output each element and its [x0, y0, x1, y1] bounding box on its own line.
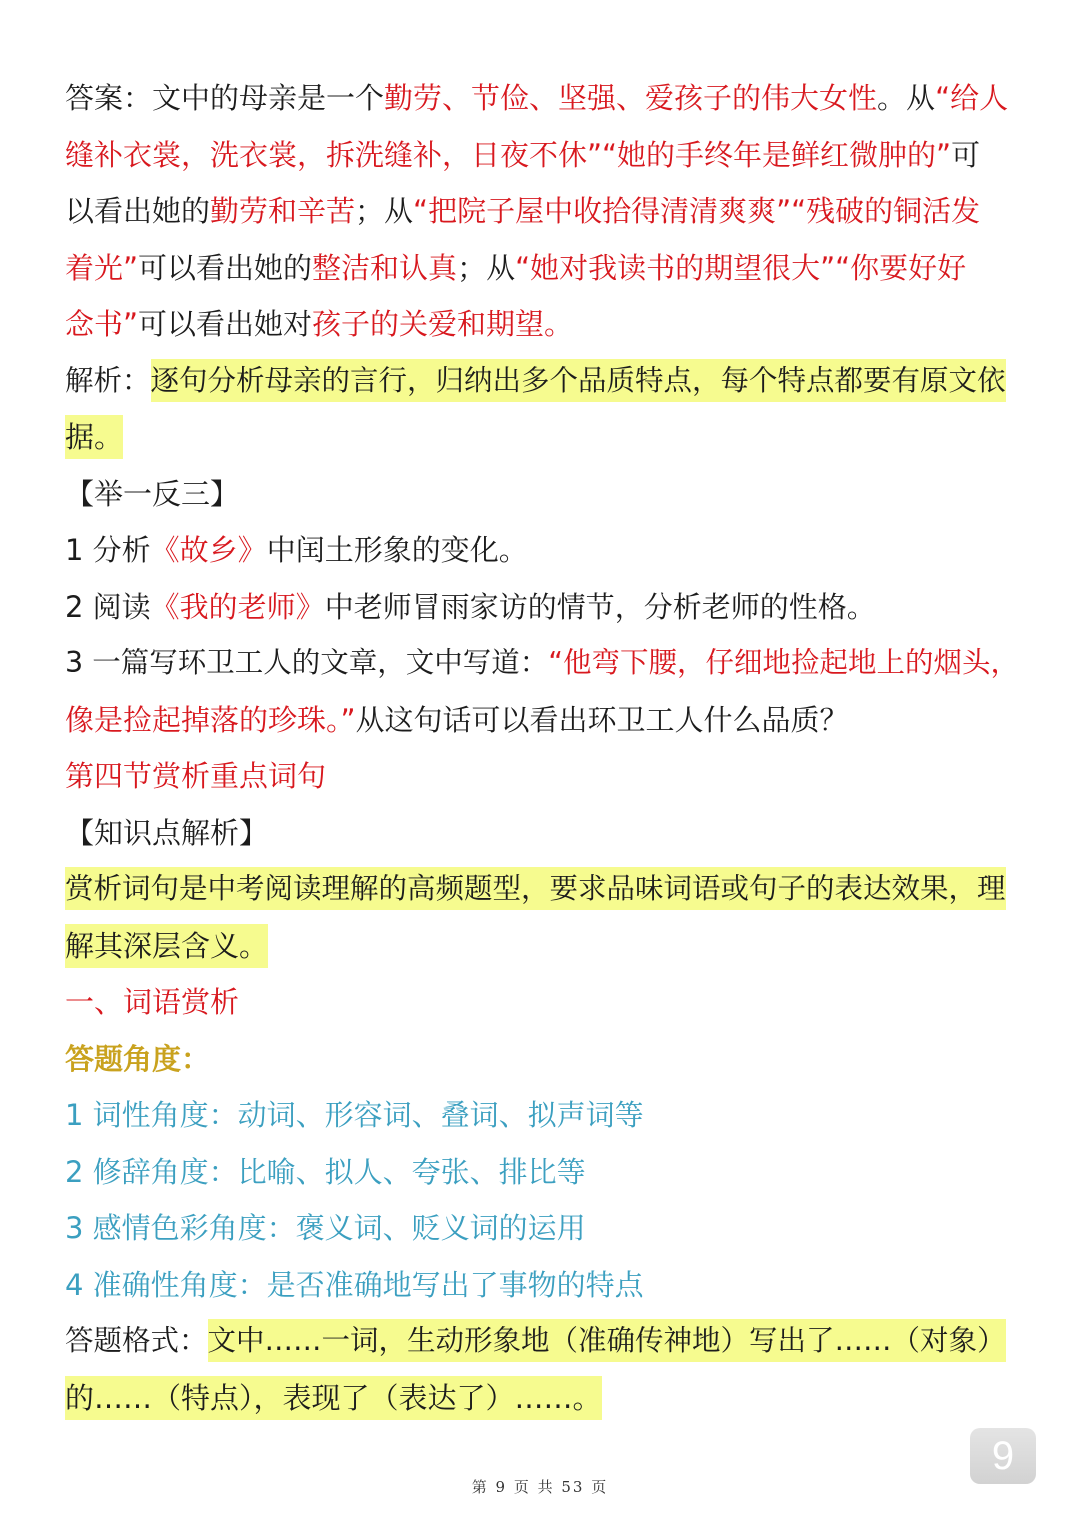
page-number-badge: 9: [970, 1428, 1036, 1484]
format-label: 答题格式：: [65, 1324, 208, 1357]
knowledge-heading: 【知识点解析】: [65, 815, 269, 850]
section-title: 第四节赏析重点词句: [65, 759, 327, 793]
answer-line-2: 缝补衣裳，洗衣裳，拆洗缝补，日夜不休”“她的手终年是鲜红微肿的”可: [65, 137, 981, 172]
angle-label: 答题角度：: [65, 1041, 211, 1076]
angle-item: 2 修辞角度：比喻、拟人、夸张、排比等: [65, 1154, 586, 1189]
practice-question-1: 1 分析《故乡》中闰土形象的变化。: [65, 533, 528, 567]
analysis-line-2: 据。: [65, 409, 1020, 466]
knowledge-line-1: 赏析词句是中考阅读理解的高频题型，要求品味词语或句子的表达效果，理: [65, 861, 1020, 918]
answer-label: 答案：: [65, 81, 153, 115]
practice-question-3: 3 一篇写环卫工人的文章，文中写道：“他弯下腰，仔细地捡起地上的烟头，: [65, 646, 1019, 679]
page-footer: 第 9 页 共 53 页: [471, 1478, 609, 1496]
format-line-2: 的……（特点），表现了（表达了）……。: [65, 1370, 1020, 1427]
angle-item: 4 准确性角度：是否准确地写出了事物的特点: [65, 1267, 644, 1302]
analysis-label: 解析：: [65, 363, 151, 397]
angle-item: 3 感情色彩角度：褒义词、贬义词的运用: [65, 1211, 586, 1245]
practice-heading: 【举一反三】: [65, 476, 240, 511]
analysis-line-1: [65, 353, 1020, 410]
practice-question-2: 2 阅读《我的老师》中老师冒雨家访的情节，分析老师的性格。: [65, 589, 876, 624]
answer-line-1: 答案：文中的母亲是一个勤劳、节俭、坚强、爱孩子的伟大女性。从“给人: [65, 81, 1009, 115]
analysis-highlight: 逐句分析母亲的言行，归纳出多个品质特点，每个特点都要有原文依: [151, 359, 1006, 402]
format-line-1: 答题格式：文中……一词，生动形象地（准确传神地）写出了……（对象）: [65, 1313, 1020, 1370]
knowledge-line-2: 解其深层含义。: [65, 918, 1020, 975]
sub-title: 一、词语赏析: [65, 985, 240, 1019]
answer-line-4: 着光”可以看出她的整洁和认真；从“她对我读书的期望很大”“你要好好: [65, 250, 967, 285]
answer-line-5: 念书”可以看出她对孩子的关爱和期望。: [65, 307, 574, 341]
angle-item: 1 词性角度：动词、形容词、叠词、拟声词等: [65, 1098, 644, 1132]
answer-line-3: 以看出她的勤劳和辛苦；从“把院子屋中收拾得清清爽爽”“残破的铜活发: [65, 194, 981, 228]
practice-question-3-cont: 像是捡起掉落的珍珠。”从这句话可以看出环卫工人什么品质？: [65, 702, 849, 737]
document-body: [65, 70, 1020, 1426]
